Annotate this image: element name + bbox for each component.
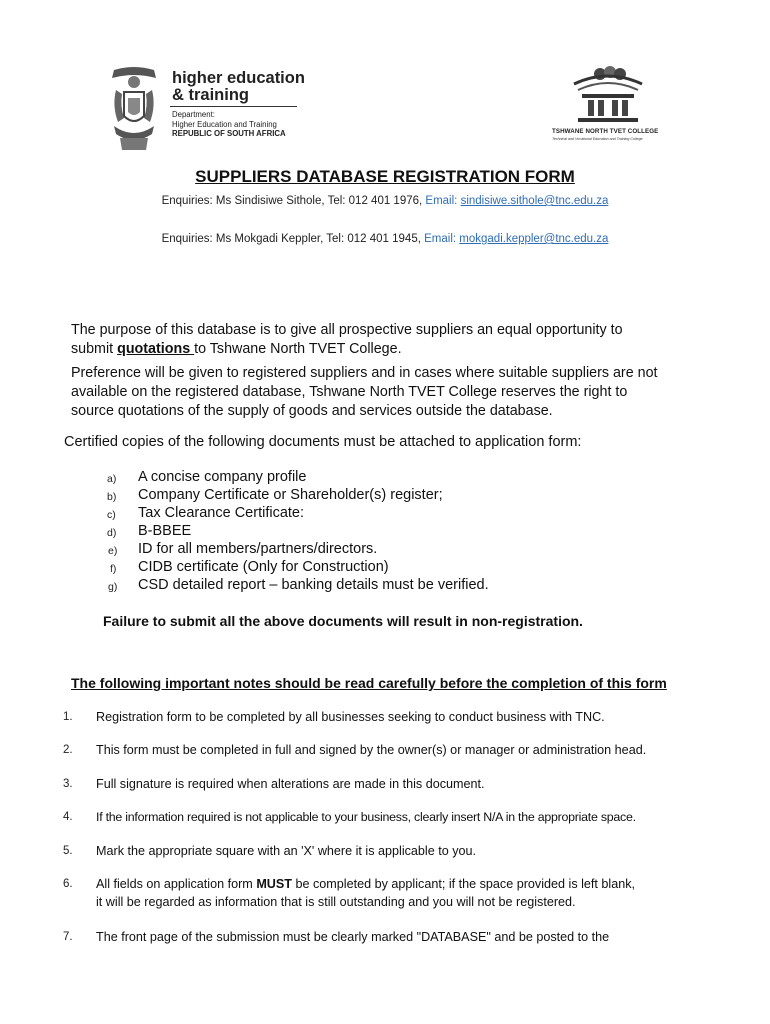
email-link-2[interactable]: mokgadi.keppler@tnc.edu.za: [459, 233, 609, 245]
dhet-divider: [170, 106, 297, 107]
dhet-logo: [106, 66, 306, 156]
list-item: CSD detailed report – banking details must be verified.: [138, 577, 489, 593]
college-tagline: Technical and Vocational Education and Training College: [552, 137, 643, 141]
dhet-department: Department: Higher Education and Training REPUBLIC OF SOUTH AFRICA: [172, 110, 286, 138]
note-number: 3.: [63, 778, 73, 790]
note-item: This form must be completed in full and signed by the owner(s) or manager or administration head.: [96, 743, 647, 757]
list-item-letter: g): [108, 581, 118, 593]
note-number: 1.: [63, 711, 73, 723]
list-item-letter: d): [107, 527, 117, 539]
list-item: ID for all members/partners/directors.: [138, 541, 378, 557]
note-item: All fields on application form MUST be completed by applicant; if the space provided is left blank, it will be regarded as information that is still outstanding and you will not be registered.: [96, 877, 636, 909]
coat-of-arms-icon: [106, 66, 162, 154]
list-item: B-BBEE: [138, 523, 192, 539]
list-item: A concise company profile: [138, 469, 307, 485]
list-item-letter: e): [108, 545, 118, 557]
note-number: 7.: [63, 931, 73, 943]
notes-heading: The following important notes should be read carefully before the completion of this form: [71, 675, 667, 691]
failure-notice: Failure to submit all the above documents will result in non-registration.: [103, 613, 583, 629]
list-item-letter: b): [107, 491, 117, 503]
preference-paragraph: Preference will be given to registered suppliers and in cases where suitable suppliers are not available on the registered database, Tshwane North TVET College reserves the right to source quotations of the supply of goods and services outside the database.: [71, 365, 658, 419]
list-item-letter: c): [107, 509, 116, 521]
note-item: Mark the appropriate square with an 'X' where it is applicable to you.: [96, 844, 477, 858]
purpose-paragraph: The purpose of this database is to give all prospective suppliers an equal opportunity to submit quotations to Tshwane North TVET College.: [71, 322, 623, 357]
note-number: 4.: [63, 811, 73, 823]
tnc-logo: [548, 64, 668, 148]
email-link-1[interactable]: sindisiwe.sithole@tnc.edu.za: [460, 195, 609, 207]
note-item: The front page of the submission must be clearly marked "DATABASE" and be posted to the: [96, 930, 610, 944]
note-number: 6.: [63, 878, 73, 890]
list-item: CIDB certificate (Only for Construction): [138, 559, 389, 575]
list-item: Company Certificate or Shareholder(s) register;: [138, 487, 443, 503]
dhet-title: higher education & training: [172, 69, 305, 104]
note-number: 5.: [63, 845, 73, 857]
list-item-letter: f): [110, 563, 117, 575]
note-item: Registration form to be completed by all businesses seeking to conduct business with TNC.: [96, 710, 605, 724]
list-item: Tax Clearance Certificate:: [138, 505, 305, 521]
college-emblem-icon: [568, 64, 648, 126]
list-item-letter: a): [107, 473, 117, 485]
note-number: 2.: [63, 744, 73, 756]
note-item: Full signature is required when alterations are made in this document.: [96, 777, 485, 791]
note-item: If the information required is not applicable to your business, clearly insert N/A in the appropriate space.: [96, 810, 636, 824]
college-name: TSHWANE NORTH TVET COLLEGE: [552, 128, 659, 135]
form-title: SUPPLIERS DATABASE REGISTRATION FORM: [195, 167, 575, 186]
enquiry-line-1: Enquiries: Ms Sindisiwe Sithole, Tel: 012 401 1976, Email: sindisiwe.sithole@tnc.edu.za: [161, 195, 609, 207]
enquiry-line-2: Enquiries: Ms Mokgadi Keppler, Tel: 012 401 1945, Email: mokgadi.keppler@tnc.edu.za: [161, 233, 609, 245]
documents-heading: Certified copies of the following documents must be attached to application form:: [64, 434, 582, 450]
